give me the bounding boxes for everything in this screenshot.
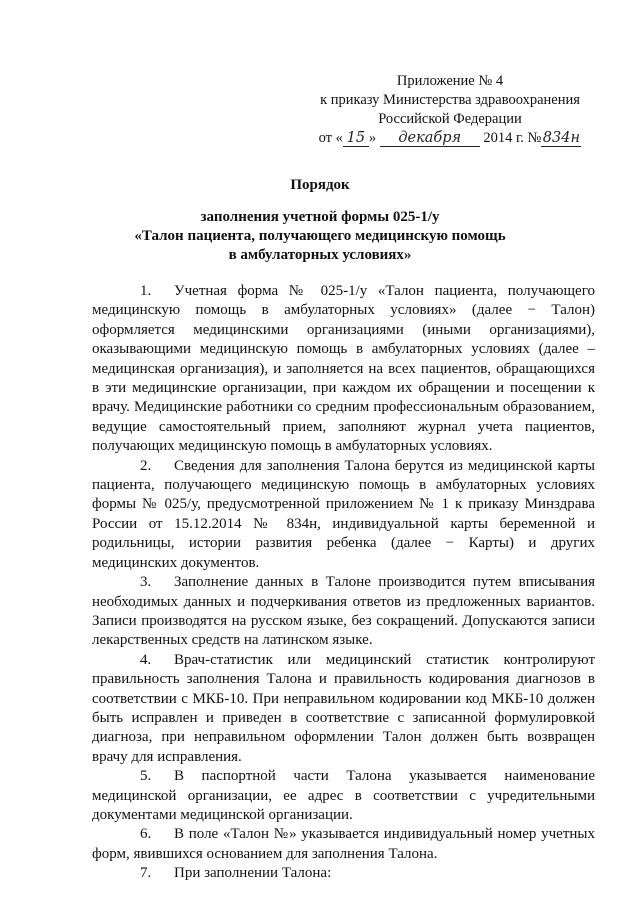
paragraph-7 [92,864,595,883]
paragraph-1 [92,282,595,457]
heading-title: Порядок [290,177,350,193]
paragraph-number: 2. [140,457,152,474]
paragraph-number: 6. [140,826,152,843]
paragraph-number: 5. [140,768,152,785]
paragraph-number: 7. [140,865,152,882]
heading-talon-name: «Талон пациента, получающего медицинскую помощь [134,228,506,244]
paragraph-text: Сведения для заполнения Талона берутся из медицинской карты пациента, получающего медицинскую помощь в амбулаторных условиях формы № 025/у, предусмотренной приложением № 1 к приказу Минздрава России от 15.12.2014 № 834н, индивидуальной карты беременной и родильницы, истории развития ребенка (далее − Карты) и других медицинских документов. [92,457,595,571]
document-heading [100,176,540,265]
appendix-block [300,72,600,148]
date-year: 2014 г. № [483,130,542,146]
paragraph-text: При заполнении Талона: [174,865,332,882]
date-mid: » [368,130,377,146]
appendix-title: Приложение № 4 [396,73,504,89]
heading-form-name: заполнения учетной формы 025-1/у [200,209,440,225]
paragraph-text: Заполнение данных в Талоне производится путем вписывания необходимых данных и подчеркивания ответов из предложенных вариантов. Записи производятся на русском языке, без сокращений. Допускаются записи лекарственных средств на латинском языке. [92,574,595,649]
paragraph-number: 4. [140,651,152,668]
document-body [92,282,595,884]
date-day: 15 [343,131,369,147]
paragraph-5 [92,767,595,825]
paragraph-number: 3. [140,574,152,591]
paragraph-text: Учетная форма № 025-1/у «Талон пациента, получающего медицинскую помощь в амбулаторных условиях» (далее − Талон) оформляется медицинскими организациями (иными организациями), оказывающими медицинскую помощь в амбулаторных условиях (далее – медицинская организация), и заполняется на всех пациентов, обращающихся в эти медицинские организации, при каждом их обращении и посещении к врачу. Медицинские работники со средним профессиональным образованием, ведущие самостоятельный прием, заполняют журнал учета пациентов, получающих медицинскую помощь в амбулаторных условиях. [92,283,595,455]
paragraph-number: 1. [140,283,152,299]
appendix-federation: Российской Федерации [378,111,522,127]
paragraph-text: В паспортной части Талона указывается наименование медицинской организации, ее адрес в соответствии с учредительными документами медицинской организации. [92,768,595,823]
paragraph-4 [92,651,595,767]
order-number: 834н [542,130,581,146]
paragraph-text: Врач-статистик или медицинский статистик контролируют правильность заполнения Талона и правильность кодирования диагнозов в соответствии с МКБ-10. При неправильном кодировании код МКБ-10 должен быть исправлен и приведен в соответствие с записанной формулировкой диагноза, при неправильном оформлении Талон должен быть возвращен врачу для исправления. [92,651,595,765]
paragraph-2 [92,457,595,573]
date-prefix: от « [318,130,343,146]
paragraph-text: В поле «Талон №» указывается индивидуальный номер учетных форм, явившихся основанием для заполнения Талона. [92,826,595,862]
appendix-date-line [300,129,600,148]
paragraph-6 [92,825,595,864]
date-month: декабря [380,131,480,147]
appendix-order-ref: к приказу Министерства здравоохранения [320,92,580,108]
heading-talon-scope: в амбулаторных условиях» [228,247,412,263]
paragraph-3 [92,573,595,651]
